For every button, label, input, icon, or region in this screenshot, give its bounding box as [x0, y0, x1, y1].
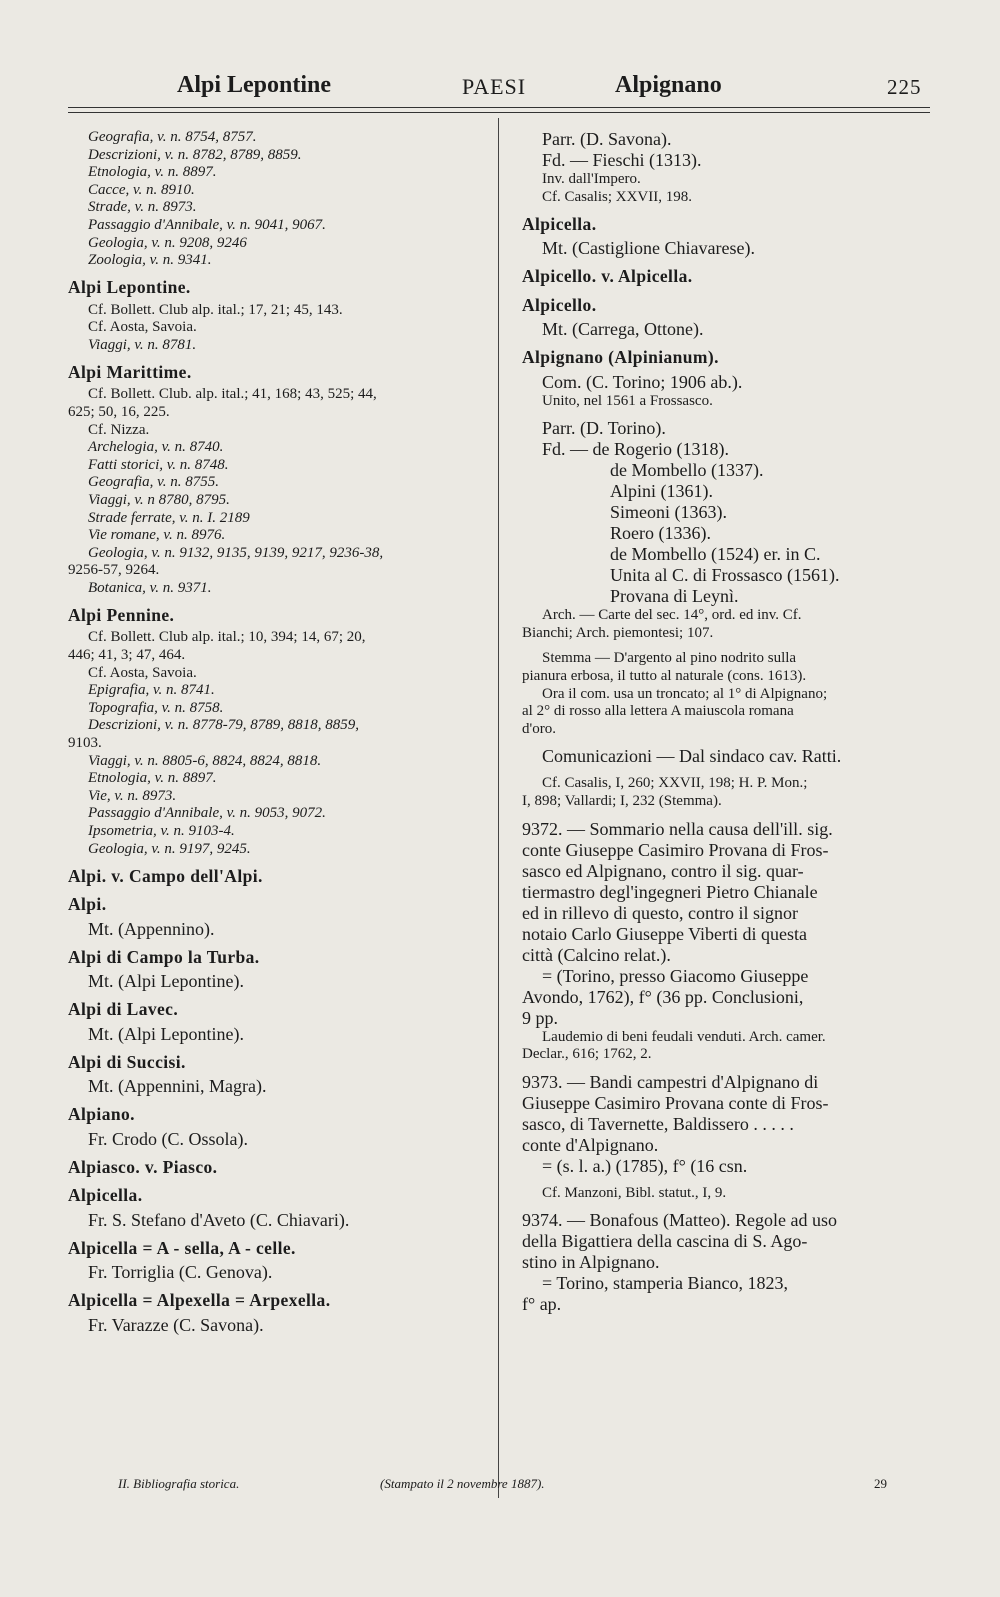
entry-line: Cf. Bollett. Club alp. ital.; 17, 21; 45, 143.: [88, 301, 343, 318]
entry-line: Roero (1336).: [610, 523, 711, 544]
entry-line: 9 pp.: [522, 1007, 558, 1028]
entry-line: Laudemio di beni feudali venduti. Arch. camer.: [542, 1028, 826, 1045]
entry-line: al 2° di rosso alla lettera A maiuscola romana: [522, 703, 794, 720]
entry-line: Etnologia, v. n. 8897.: [88, 770, 217, 787]
entry-line: Passaggio d'Annibale, v. n. 9053, 9072.: [88, 805, 326, 822]
entry-line: Fr. S. Stefano d'Aveto (C. Chiavari).: [88, 1209, 350, 1230]
entry-line: Cf. Manzoni, Bibl. statut., I, 9.: [542, 1184, 727, 1201]
entry-line: Ora il com. usa un troncato; al 1° di Alpignano;: [542, 685, 828, 702]
entry-line: Parr. (D. Savona).: [542, 129, 672, 149]
entry-line: = (Torino, presso Giacomo Giuseppe: [542, 965, 809, 986]
entry-heading: Alpicello.: [522, 294, 597, 315]
entry-line: Com. (C. Torino; 1906 ab.).: [542, 371, 743, 392]
entry-line: Cf. Aosta, Savoia.: [88, 664, 197, 681]
entry-line: Geologia, v. n. 9132, 9135, 9139, 9217, 9236-38,: [88, 544, 384, 561]
entry-line: Archelogia, v. n. 8740.: [88, 439, 224, 456]
footer-left: II. Bibliografia storica.: [118, 1476, 240, 1491]
entry-line: de Mombello (1524) er. in C.: [610, 544, 821, 565]
entry-line: Mt. (Appennini, Magra).: [88, 1076, 267, 1096]
entry-heading: Alpi di Campo la Turba.: [68, 946, 260, 967]
entry-heading: Alpi Marittime.: [68, 361, 192, 382]
entry-heading: Alpi di Lavec.: [68, 999, 179, 1019]
entry-heading: Alpiasco. v. Piasco.: [68, 1156, 218, 1177]
header-rule-thin: [68, 112, 930, 113]
entry-line: notaio Carlo Giuseppe Viberti di questa: [522, 923, 808, 944]
entry-line: Viaggi, v. n 8780, 8795.: [88, 491, 230, 508]
entry-line: Geografia, v. n. 8754, 8757.: [88, 129, 257, 145]
entry-line: 9103.: [68, 734, 102, 751]
entry-line: Alpini (1361).: [610, 481, 713, 502]
entry-heading: Alpi. v. Campo dell'Alpi.: [68, 865, 263, 886]
entry-heading: Alpicello. v. Alpicella.: [522, 266, 693, 287]
entry-heading: Alpicella.: [68, 1185, 143, 1205]
entry-line: Giuseppe Casimiro Provana conte di Fros-: [522, 1092, 829, 1113]
entry-line: de Mombello (1337).: [610, 460, 764, 481]
entry-line: ed in rillevo di questo, contro il signor: [522, 902, 798, 923]
entry-line: Unita al C. di Frossasco (1561).: [610, 565, 840, 586]
entry-line: I, 898; Vallardi; I, 232 (Stemma).: [522, 792, 722, 809]
entry-line: città (Calcino relat.).: [522, 944, 671, 965]
entry-line: Unito, nel 1561 a Frossasco.: [542, 392, 713, 409]
entry-line: Mt. (Alpi Lepontine).: [88, 1023, 244, 1044]
entry-line: Vie romane, v. n. 8976.: [88, 527, 226, 544]
column-divider: [498, 118, 499, 1498]
entry-line: d'oro.: [522, 720, 556, 737]
entry-line: Provana di Leynì.: [610, 586, 739, 607]
entry-line: Bianchi; Arch. piemontesi; 107.: [522, 624, 714, 641]
entry-line: 9372. — Sommario nella causa dell'ill. sig.: [522, 818, 833, 839]
footer-page-number: 29: [874, 1476, 887, 1491]
entry-line: Topografia, v. n. 8758.: [88, 699, 224, 716]
entry-heading: Alpicella.: [522, 213, 597, 234]
entry-line: Cf. Casalis, I, 260; XXVII, 198; H. P. Mon.;: [542, 775, 808, 792]
entry-line: 446; 41, 3; 47, 464.: [68, 646, 186, 663]
entry-line: Fd. — de Rogerio (1318).: [542, 439, 729, 460]
entry-line: Inv. dall'Impero.: [542, 171, 641, 187]
entry-line: Cf. Aosta, Savoia.: [88, 319, 197, 336]
entry-line: 9256-57, 9264.: [68, 562, 160, 579]
page-number: 225: [887, 75, 922, 99]
page-header: [0, 72, 1000, 102]
entry-line: Etnologia, v. n. 8897.: [88, 164, 217, 181]
entry-line: Comunicazioni — Dal sindaco cav. Ratti.: [542, 746, 842, 767]
entry-heading: Alpi Pennine.: [68, 604, 175, 625]
entry-line: Geografia, v. n. 8755.: [88, 474, 219, 491]
entry-line: Cf. Casalis; XXVII, 198.: [542, 188, 692, 205]
entry-line: Parr. (D. Torino).: [542, 418, 666, 439]
entry-line: 9374. — Bonafous (Matteo). Regole ad uso: [522, 1210, 837, 1231]
entry-line: Mt. (Carrega, Ottone).: [542, 319, 704, 340]
entry-line: Viaggi, v. n. 8805-6, 8824, 8824, 8818.: [88, 752, 322, 769]
header-right-term: Alpignano: [615, 72, 722, 98]
entry-line: Cf. Bollett. Club. alp. ital.; 41, 168; 43, 525; 44,: [88, 386, 377, 403]
header-left-term: Alpi Lepontine: [177, 72, 332, 98]
entry-line: Descrizioni, v. n. 8782, 8789, 8859.: [88, 146, 302, 163]
entry-line: Passaggio d'Annibale, v. n. 9041, 9067.: [88, 216, 326, 233]
entry-line: Epigrafia, v. n. 8741.: [88, 682, 215, 699]
entry-line: = (s. l. a.) (1785), f° (16 csn.: [542, 1155, 748, 1176]
entry-line: Zoologia, v. n. 9341.: [88, 252, 212, 269]
entry-line: Arch. — Carte del sec. 14°, ord. ed inv. Cf.: [542, 607, 802, 624]
entry-line: Fd. — Fieschi (1313).: [542, 150, 702, 170]
entry-line: Descrizioni, v. n. 8778-79, 8789, 8818, 8859,: [88, 717, 359, 734]
entry-line: della Bigattiera della cascina di S. Ago-: [522, 1231, 808, 1252]
entry-line: = Torino, stamperia Bianco, 1823,: [542, 1273, 789, 1294]
footer-center: (Stampato il 2 novembre 1887).: [380, 1476, 545, 1491]
entry-line: conte d'Alpignano.: [522, 1134, 659, 1155]
entry-line: Declar., 616; 1762, 2.: [522, 1046, 652, 1063]
entry-line: pianura erbosa, il tutto al naturale (cons. 1613).: [522, 667, 807, 684]
entry-heading: Alpi di Succisi.: [68, 1051, 186, 1072]
entry-line: Geologia, v. n. 9197, 9245.: [88, 840, 251, 857]
entry-heading: Alpi Lepontine.: [68, 277, 191, 298]
entry-line: sasco ed Alpignano, contro il sig. quar-: [522, 860, 804, 881]
entry-line: conte Giuseppe Casimiro Provana di Fros-: [522, 839, 829, 860]
entry-heading: Alpicella = Alpexella = Arpexella.: [68, 1290, 331, 1310]
entry-line: Fr. Varazze (C. Savona).: [88, 1314, 264, 1335]
entry-line: Ipsometria, v. n. 9103-4.: [88, 822, 235, 839]
entry-line: stino in Alpignano.: [522, 1252, 660, 1273]
header-section: PAESI: [462, 74, 527, 99]
entry-line: Cf. Nizza.: [88, 421, 150, 438]
entry-line: f° ap.: [522, 1294, 562, 1315]
left-column: [68, 130, 488, 1337]
entry-line: Strade, v. n. 8973.: [88, 199, 197, 216]
entry-line: 9373. — Bandi campestri d'Alpignano di: [522, 1071, 819, 1092]
entry-line: 625; 50, 16, 225.: [68, 403, 170, 420]
entry-line: Viaggi, v. n. 8781.: [88, 336, 197, 353]
entry-line: Stemma — D'argento al pino nodrito sulla: [542, 650, 797, 667]
right-column: [522, 130, 934, 1316]
entry-line: Mt. (Alpi Lepontine).: [88, 971, 244, 991]
entry-line: Fr. Crodo (C. Ossola).: [88, 1128, 249, 1149]
entry-heading: Alpicella = A - sella, A - celle.: [68, 1237, 296, 1258]
entry-heading: Alpi.: [68, 894, 107, 914]
entry-line: sasco, di Tavernette, Baldissero . . . . .: [522, 1113, 794, 1134]
entry-line: Fatti storici, v. n. 8748.: [88, 456, 229, 473]
entry-line: Botanica, v. n. 9371.: [88, 579, 212, 596]
entry-line: Vie, v. n. 8973.: [88, 787, 177, 804]
entry-line: Simeoni (1363).: [610, 502, 727, 523]
entry-heading: Alpignano (Alpinianum).: [522, 347, 719, 368]
entry-line: Cf. Bollett. Club alp. ital.; 10, 394; 14, 67; 20,: [88, 629, 366, 646]
entry-line: Geologia, v. n. 9208, 9246: [88, 234, 247, 251]
entry-line: Mt. (Appennino).: [88, 918, 215, 939]
entry-line: Mt. (Castiglione Chiavarese).: [542, 238, 755, 259]
header-rule-thick: [68, 107, 930, 108]
entry-heading: Alpiano.: [68, 1104, 135, 1124]
entry-line: tiermastro degl'ingegneri Pietro Chianale: [522, 881, 818, 902]
entry-line: Fr. Torriglia (C. Genova).: [88, 1262, 273, 1282]
entry-line: Strade ferrate, v. n. I. 2189: [88, 509, 250, 526]
entry-line: Avondo, 1762), f° (36 pp. Conclusioni,: [522, 986, 804, 1007]
entry-line: Cacce, v. n. 8910.: [88, 181, 195, 198]
